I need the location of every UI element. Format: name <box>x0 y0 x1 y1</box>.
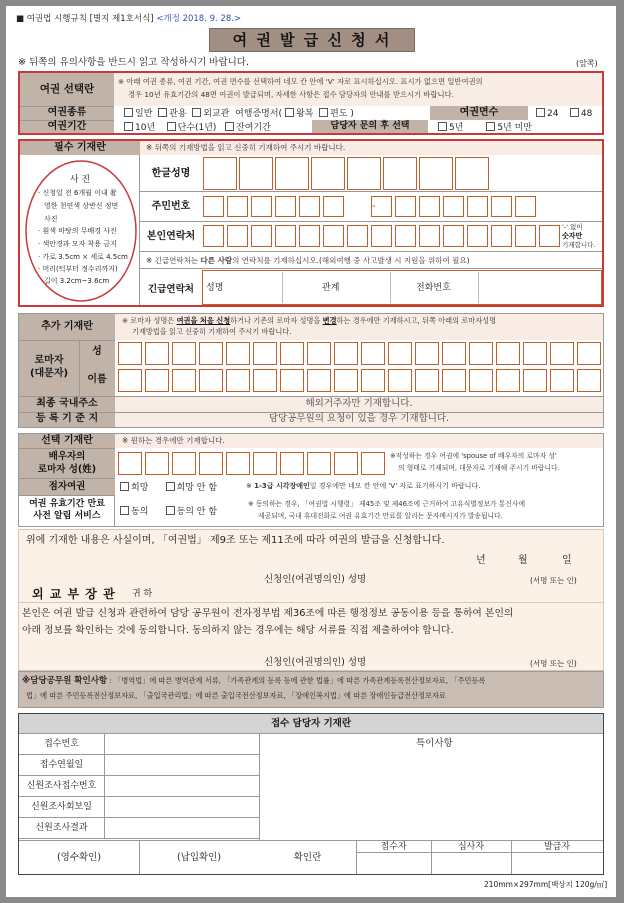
phone-note-2: 숫자만 <box>562 232 583 240</box>
emergency-relation-field[interactable]: 관계 <box>322 283 340 293</box>
final-address-label: 최종 국내주소 <box>36 398 98 409</box>
braille-note: ※ 1-3급 시각장애인일 경우에만 네모 칸 안에 'V' 자로 표기하시기 바랍니다. <box>246 482 481 490</box>
spouse-label-1: 배우자의 <box>48 451 86 462</box>
phone-digit-box[interactable] <box>227 225 248 247</box>
rrn-digit-box[interactable] <box>443 196 464 217</box>
phone-digit-box[interactable] <box>347 225 368 247</box>
type-oneway-checkbox[interactable]: 편도 <box>319 109 347 119</box>
korean-name-char-box[interactable] <box>311 157 345 190</box>
passport-select-note-2: 경우 10년 유효기간의 48면 여권이 발급되며, 자세한 사항은 접수 담당자의 안내를 받으시기 바랍니다. <box>128 90 454 99</box>
photo-rule-2: 영한 천연색 상반신 정면 <box>44 202 119 210</box>
roman-surname-char-box[interactable] <box>469 342 493 365</box>
officer-check-line-1: ※담당공무원 확인사항 : 「병역법」에 따른 병역관계 서류, 「가족관계의 등록 등에 관한 법률」에 따른 가족관계등록전산정보자료, 「주민등록 <box>22 676 486 686</box>
phone-digit-box[interactable] <box>515 225 536 247</box>
korean-name-char-box[interactable] <box>383 157 417 190</box>
alert-options <box>120 506 217 517</box>
braille-no-checkbox[interactable]: 희망 안 함 <box>166 483 218 493</box>
roman-surname-char-box[interactable] <box>361 342 385 365</box>
applicant-name-label-2[interactable]: 신청인(여권명의인) 성명 <box>264 657 367 668</box>
spouse-surname-char-box[interactable] <box>199 452 223 475</box>
alert-label-1: 여권 유효기간 만료 <box>29 499 105 509</box>
spouse-surname-char-box[interactable] <box>361 452 385 475</box>
roman-surname-char-box[interactable] <box>307 342 331 365</box>
roman-surname-char-box[interactable] <box>388 342 412 365</box>
roman-surname-char-box[interactable] <box>496 342 520 365</box>
rrn-digit-box[interactable] <box>275 196 296 217</box>
phone-digit-box[interactable] <box>443 225 464 247</box>
phone-digit-box[interactable] <box>419 225 440 247</box>
date-day: 일 <box>562 555 572 566</box>
rrn-digit-box[interactable] <box>419 196 440 217</box>
phone-note-1: '-' 없이 <box>562 223 583 231</box>
side-label: (앞쪽) <box>576 59 598 68</box>
spouse-surname-char-box[interactable] <box>280 452 304 475</box>
phone-digit-box[interactable] <box>467 225 488 247</box>
roman-given-char-box[interactable] <box>334 369 358 392</box>
officer-select-label: 담당자 문의 후 선택 <box>330 121 410 131</box>
roman-surname-char-box[interactable] <box>442 342 466 365</box>
roman-surname-char-box[interactable] <box>199 342 223 365</box>
roman-surname-char-box[interactable] <box>280 342 304 365</box>
receipt-row <box>19 755 259 776</box>
roman-given-char-box[interactable] <box>550 369 574 392</box>
rrn-digit-box[interactable] <box>251 196 272 217</box>
spouse-note-2: 의 형태로 기재되며, 대문자로 기재해 주시기 바랍니다. <box>398 464 560 472</box>
domicile-value[interactable]: 담당공무원의 요청이 있을 경우 기재합니다. <box>268 413 450 424</box>
rrn-digit-box[interactable] <box>299 196 320 217</box>
photo-rule-6: · 가로 3.5cm × 세로 4.5cm <box>38 253 128 261</box>
photo-rule-7: · 머리(턱부터 정수리까지) <box>38 265 118 273</box>
phone-digit-box[interactable] <box>323 225 344 247</box>
korean-name-char-box[interactable] <box>203 157 237 190</box>
applicant-sign[interactable]: (서명 또는 인) <box>530 576 577 585</box>
additional-note-1: ※ 로마자 성명은 여권을 처음 신청하거나 기존의 로마자 성명을 변경하는 경우에만 기재하시고, 뒤쪽 아래의 로마자성명 <box>122 316 497 325</box>
receipt-row <box>19 818 259 839</box>
additional-label: 추가 기재란 <box>41 321 93 332</box>
roman-surname-char-box[interactable] <box>577 342 601 365</box>
roman-surname-char-box[interactable] <box>523 342 547 365</box>
passport-period-options <box>124 122 271 133</box>
phone-digit-box[interactable] <box>203 225 224 247</box>
roman-given-char-box[interactable] <box>496 369 520 392</box>
phone-digit-box[interactable] <box>371 225 392 247</box>
top-notice: ※ 뒤쪽의 유의사항을 반드시 읽고 작성하시기 바랍니다. <box>18 57 249 68</box>
phone-digit-box[interactable] <box>395 225 416 247</box>
alert-agree-checkbox[interactable]: 동의 <box>120 507 148 517</box>
remain-5y-checkbox[interactable]: 5년 <box>438 123 463 133</box>
korean-name-char-box[interactable] <box>347 157 381 190</box>
additional-note-2: 기재방법을 읽고 신중히 기재하여 주시기 바랍니다. <box>132 327 292 336</box>
period-single-checkbox[interactable]: 단수(1년) <box>167 123 217 133</box>
final-address-value[interactable]: 해외거주자만 기재합니다. <box>305 398 413 409</box>
spouse-surname-char-box[interactable] <box>307 452 331 475</box>
alert-note-1: ※ 동의하는 경우, 「여권법 시행령」 제45조 및 제46조에 근거하여 고유식별정보가 통신사에 <box>248 500 526 508</box>
required-label: 필수 기재란 <box>54 142 106 153</box>
roman-surname-char-box[interactable] <box>334 342 358 365</box>
photo-rule-4: · 흰색 바탕의 무배경 사진 <box>38 227 117 235</box>
pages-48-checkbox[interactable]: 48 <box>570 109 592 119</box>
roman-given-char-box[interactable] <box>172 369 196 392</box>
roman-surname-char-box[interactable] <box>550 342 574 365</box>
type-roundtrip-checkbox[interactable]: 왕복 <box>285 109 313 119</box>
photo-rule-5: · 색안경과 모자 착용 금지 <box>38 240 117 248</box>
revenue-confirm: (영수확인) <box>56 852 102 863</box>
type-general-checkbox[interactable]: 일반 <box>124 109 152 119</box>
period-10y-checkbox[interactable]: 10년 <box>124 123 155 133</box>
passport-select-label: 여권 선택란 <box>39 83 95 95</box>
photo-title: 사 진 <box>69 175 91 185</box>
emergency-note: ※ 긴급연락처는 다른 사람의 연락처를 기재하십시오.(해외여행 중 사고발생 시 지원을 위하여 필요) <box>146 256 470 265</box>
phone-digit-box[interactable] <box>299 225 320 247</box>
minister-name: 외 교 부 장 관 <box>32 587 116 601</box>
spouse-label-2: 로마자 성(姓) <box>37 464 97 475</box>
roman-given-char-box[interactable] <box>469 369 493 392</box>
phone-digit-box[interactable] <box>251 225 272 247</box>
roman-surname-char-box[interactable] <box>172 342 196 365</box>
photo-rule-8: 길이 3.2cm~3.6cm <box>44 277 110 285</box>
korean-name-char-box[interactable] <box>239 157 273 190</box>
phone-label: 본인연락처 <box>146 231 196 242</box>
roman-given-char-box[interactable] <box>577 369 601 392</box>
phone-digit-box[interactable] <box>275 225 296 247</box>
receipt-row <box>19 797 259 818</box>
consent-text-1: 본인은 여권 발급 신청과 관련하여 담당 공무원이 전자정부법 제36조에 따른 행정정보 공동이용 등을 통하여 본인의 <box>22 608 514 619</box>
passport-select-note-1: ※ 아래 여권 종류, 여권 기간, 여권 면수를 선택하여 네모 칸 안에 'V' 자로 표시하십시오. 표시가 없으면 일반여권의 <box>118 77 483 86</box>
rrn-digit-box[interactable] <box>515 196 536 217</box>
receipt-title: 접수 담당자 기재란 <box>270 718 352 729</box>
spouse-surname-char-box[interactable] <box>253 452 277 475</box>
alert-note-2: 제공되며, 국내 휴대전화로 여권 유효기간 만료를 알리는 문자메시지가 발송됩니다. <box>258 512 503 520</box>
travel-cert-label: 여행증명서( <box>235 109 283 119</box>
roman-given-char-box[interactable] <box>415 369 439 392</box>
receipt-row-label: 접수연월일 <box>19 755 105 776</box>
rrn-digit-box[interactable] <box>491 196 512 217</box>
role-reviewer: 심사자 <box>457 842 485 852</box>
form-title: 여 권 발 급 신 청 서 <box>232 31 392 49</box>
passport-period-label: 여권기간 <box>47 121 87 132</box>
domicile-label: 등 록 기 준 지 <box>35 413 99 424</box>
spouse-surname-char-box[interactable] <box>145 452 169 475</box>
spouse-surname-char-box[interactable] <box>118 452 142 475</box>
roman-given-char-box[interactable] <box>280 369 304 392</box>
emergency-name-field[interactable]: 성명 <box>206 283 224 293</box>
paper-spec: 210mm×297mm[백상지 120g/㎡] <box>484 880 608 889</box>
roman-given-char-box[interactable] <box>145 369 169 392</box>
passport-application-form <box>6 6 616 897</box>
form-reference: ■ 여권법 시행규칙 [별지 제1호서식] <개정 2018. 9. 28.> <box>16 14 242 24</box>
consent-text-2: 아래 정보를 확인하는 것에 동의합니다. 동의하지 않는 경우에는 해당 서류를 직접 제출하여야 합니다. <box>22 625 454 636</box>
confirm-column: 확인란 <box>293 852 322 863</box>
rrn-digit-box[interactable] <box>203 196 224 217</box>
receipt-row <box>19 776 259 797</box>
photo-rule-3: 사진 <box>44 215 58 223</box>
spouse-surname-char-box[interactable] <box>334 452 358 475</box>
spouse-surname-char-box[interactable] <box>172 452 196 475</box>
role-issuer: 발급자 <box>543 842 571 852</box>
remain-under5y-checkbox[interactable]: 5년 미만 <box>486 123 532 133</box>
pages-24-checkbox[interactable]: 24 <box>536 109 558 119</box>
roman-surname-char-box[interactable] <box>253 342 277 365</box>
rrn-digit-box[interactable] <box>395 196 416 217</box>
phone-note-3: 기재합니다. <box>562 241 596 249</box>
phone-digit-box[interactable] <box>539 225 560 247</box>
receipt-row-label: 신원조사회보일 <box>19 797 105 818</box>
required-note: ※ 뒤쪽의 기재방법을 읽고 신중히 기재하여 주시기 바랍니다. <box>146 143 346 152</box>
officer-check-line-2: 법」에 따른 주민등록전산정보자료, 「출입국관리법」에 따른 출입국전산정보자료, 「장애인복지법」에 따른 장애인등급전산정보자료 <box>26 691 446 700</box>
remarks-label: 특이사항 <box>416 738 453 749</box>
roman-given-char-box[interactable] <box>253 369 277 392</box>
roman-surname-char-box[interactable] <box>118 342 142 365</box>
roman-given-char-box[interactable] <box>226 369 250 392</box>
receipt-row-label: 신원조사접수번호 <box>19 776 105 797</box>
declaration-statement: 위에 기재한 내용은 사실이며, 「여권법」 제9조 또는 제11조에 따라 여권의 발급을 신청합니다. <box>26 535 445 546</box>
roman-given-char-box[interactable] <box>442 369 466 392</box>
rrn-digit-box[interactable] <box>227 196 248 217</box>
applicant-name-label[interactable]: 신청인(여권명의인) 성명 <box>264 574 367 585</box>
passport-pages-options <box>536 108 592 119</box>
alert-label-2: 사전 알림 서비스 <box>33 511 101 521</box>
korean-name-char-box[interactable] <box>275 157 309 190</box>
passport-type-options: 일반 관용 외교관 여행증명서( 왕복 편도 ) <box>124 108 354 119</box>
receipt-row <box>19 734 259 755</box>
date-year: 년 <box>476 555 486 566</box>
emergency-phone-field[interactable]: 전화번호 <box>416 283 451 293</box>
date-month: 월 <box>518 555 528 566</box>
spouse-note-1: ※작성하는 경우 여권에 'spouse of 배우자의 로마자 성' <box>390 452 557 460</box>
receipt-row-label: 접수번호 <box>19 734 105 755</box>
spouse-surname-char-box[interactable] <box>226 452 250 475</box>
photo-rule-1: · 신청일 전 6개월 이내 촬 <box>38 189 117 197</box>
roman-given-char-box[interactable] <box>199 369 223 392</box>
optional-label: 선택 기재란 <box>41 435 93 446</box>
passport-type-label: 여권종류 <box>47 107 87 118</box>
type-diplomat-checkbox[interactable]: 외교관 <box>192 109 229 119</box>
given-name-label: 이름 <box>87 374 107 385</box>
roman-given-char-box[interactable] <box>361 369 385 392</box>
period-remaining-checkbox[interactable]: 잔여기간 <box>225 123 271 133</box>
phone-digit-box[interactable] <box>491 225 512 247</box>
rrn-digit-box[interactable] <box>467 196 488 217</box>
applicant-sign-2[interactable]: (서명 또는 인) <box>530 659 577 668</box>
emergency-label: 긴급연락처 <box>148 284 194 295</box>
remaining-options <box>438 122 532 133</box>
emergency-field-box <box>202 270 602 305</box>
roman-surname-char-box[interactable] <box>145 342 169 365</box>
roman-given-char-box[interactable] <box>523 369 547 392</box>
role-receiver: 접수자 <box>380 842 407 852</box>
to-honorific: 귀 하 <box>132 589 153 599</box>
braille-label: 점자여권 <box>48 481 86 492</box>
korean-name-char-box[interactable] <box>419 157 453 190</box>
roman-given-char-box[interactable] <box>118 369 142 392</box>
optional-note: ※ 원하는 경우에만 기재합니다. <box>122 436 225 445</box>
korean-name-label: 한글성명 <box>151 168 191 179</box>
braille-options <box>120 482 217 493</box>
roman-given-char-box[interactable] <box>307 369 331 392</box>
surname-label: 성 <box>92 346 102 357</box>
roman-label-2: (대문자) <box>29 368 69 379</box>
roman-surname-char-box[interactable] <box>415 342 439 365</box>
payment-confirm: (납입확인) <box>176 852 222 863</box>
receipt-row-label: 신원조사결과 <box>19 818 105 839</box>
rrn-dash: - <box>372 201 376 212</box>
braille-yes-checkbox[interactable]: 희망 <box>120 483 148 493</box>
rrn-digit-box[interactable] <box>323 196 344 217</box>
rrn-label: 주민번호 <box>151 201 191 212</box>
roman-label-1: 로마자 <box>34 355 64 366</box>
passport-pages-label: 여권면수 <box>459 107 499 118</box>
alert-disagree-checkbox[interactable]: 동의 안 함 <box>166 507 218 517</box>
roman-given-char-box[interactable] <box>388 369 412 392</box>
type-official-checkbox[interactable]: 관용 <box>158 109 186 119</box>
korean-name-char-box[interactable] <box>455 157 489 190</box>
roman-surname-char-box[interactable] <box>226 342 250 365</box>
